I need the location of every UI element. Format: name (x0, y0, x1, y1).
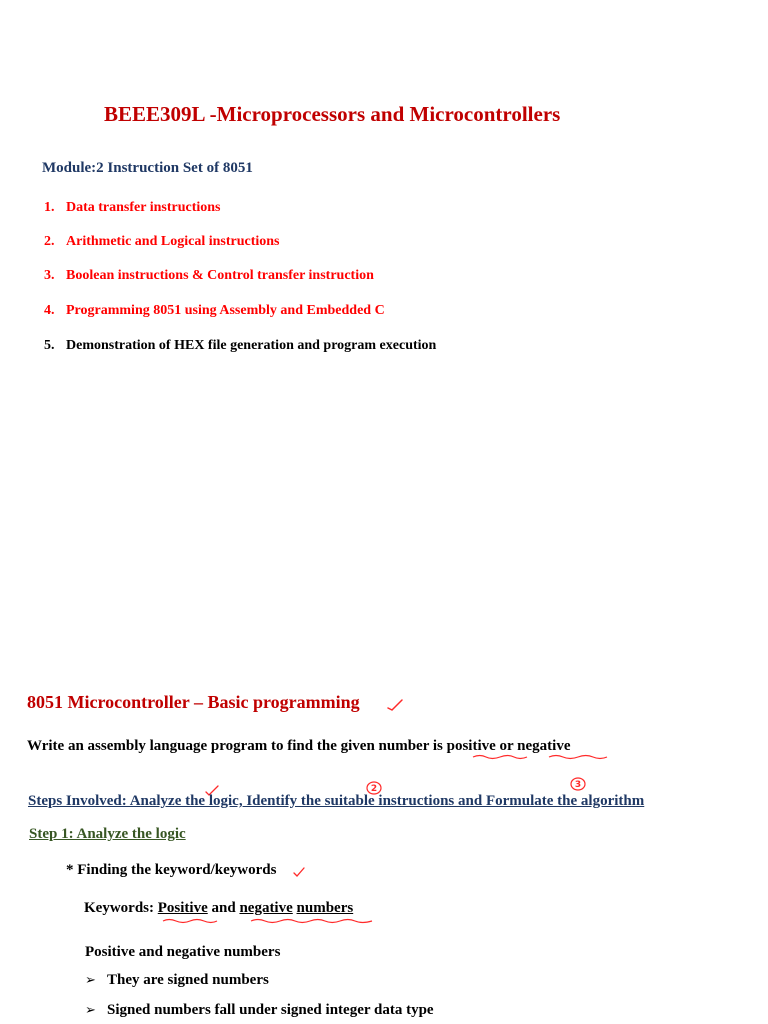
handwritten-underline (250, 918, 374, 924)
module-title: Module:2 Instruction Set of 8051 (42, 160, 253, 176)
steps-involved: Steps Involved: Analyze the logic, Identify the suitable instructions and Formulate the algorithm (28, 793, 645, 809)
arrow-bullet-icon: ➢ (85, 1003, 96, 1018)
topic-text: Boolean instructions & Control transfer instruction (66, 268, 374, 283)
topic-item (44, 234, 280, 250)
topic-item (44, 303, 385, 319)
topic-text: Demonstration of HEX file generation and program execution (66, 338, 437, 353)
topic-item (44, 338, 436, 354)
finding-keywords (66, 862, 276, 879)
checkmark-icon (292, 866, 306, 878)
task-text: Write an assembly language program to find the given number is (27, 738, 447, 754)
section-title (27, 692, 360, 713)
bullet-text: They are signed numbers (107, 972, 269, 988)
bullet-item (85, 1002, 434, 1019)
circled-number-label: 2 (370, 784, 378, 794)
task-statement (27, 738, 571, 755)
topic-number: 5. (44, 338, 55, 353)
handwritten-underline (162, 918, 218, 924)
handwritten-underline (548, 754, 608, 760)
step-1-title: Step 1: Analyze the logic (29, 826, 186, 842)
bullet-item (85, 972, 269, 989)
topic-item (44, 200, 221, 216)
task-word-positive: positive (446, 738, 496, 754)
topic-text: Programming 8051 using Assembly and Embedded C (66, 303, 385, 318)
keywords-line (84, 900, 353, 917)
topic-text: Data transfer instructions (66, 200, 221, 215)
topic-item (44, 268, 374, 284)
topic-number: 3. (44, 268, 55, 283)
circled-number-icon (569, 776, 587, 792)
positive-negative-title: Positive and negative numbers (85, 944, 281, 960)
section-title-text: 8051 Microcontroller – Basic programming (27, 692, 360, 712)
bullet-text: Signed numbers fall under signed integer data type (107, 1002, 434, 1018)
keyword-positive: Positive (157, 900, 208, 916)
arrow-bullet-icon: ➢ (85, 973, 96, 988)
keywords-label: Keywords: (84, 900, 158, 916)
topic-number: 2. (44, 234, 55, 249)
keywords-connector: and (207, 900, 240, 916)
keyword-numbers: numbers (296, 900, 354, 916)
course-title: BEEE309L -Microprocessors and Microcontrollers (104, 102, 561, 126)
topic-text: Arithmetic and Logical instructions (66, 234, 280, 249)
circled-number-label: 3 (574, 780, 582, 790)
task-text-connector: or (495, 738, 518, 754)
task-word-negative: negative (517, 738, 571, 754)
keyword-negative: negative (239, 900, 293, 916)
checkmark-icon (386, 698, 404, 712)
handwritten-underline (472, 754, 528, 760)
topic-number: 4. (44, 303, 55, 318)
topic-number: 1. (44, 200, 55, 215)
finding-keywords-text: * Finding the keyword/keywords (66, 862, 277, 878)
